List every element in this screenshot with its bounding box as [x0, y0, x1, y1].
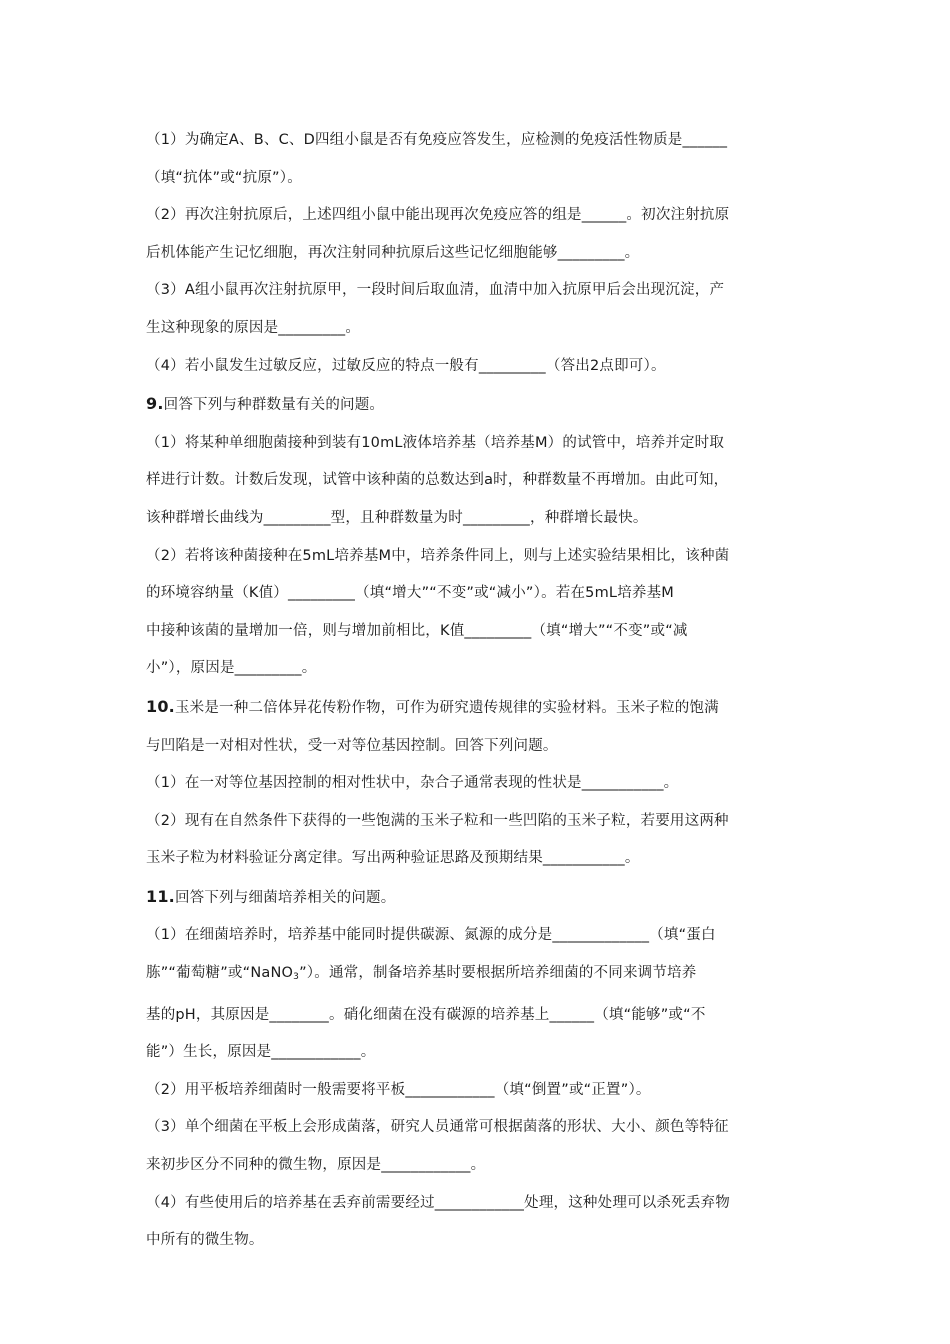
q11-line-2 — [146, 955, 810, 997]
q10-stem: 玉米是一种二倍体异花传粉作物，可作为研究遗传规律的实验材料。玉米子粒的饱满 — [174, 699, 719, 716]
q11-line-3: 基的pH，其原因是________。硝化细菌在没有碳源的培养基上______（填“能够”或“不 — [146, 1006, 706, 1023]
q8-line-4: 后机体能产生记忆细胞，再次注射同种抗原后这些记忆细胞能够_________。 — [146, 244, 640, 261]
q11-line-5: （2）用平板培养细菌时一般需要将平板____________（填“倒置”或“正置”）。 — [146, 1081, 651, 1098]
q8-line-5: （3）A组小鼠再次注射抗原甲，一段时间后取血清，血清中加入抗原甲后会出现沉淀，产 — [146, 282, 725, 299]
q9-stem: 回答下列与种群数量有关的问题。 — [163, 397, 385, 414]
q11-number: 11. — [146, 886, 175, 906]
q9-line-5: 的环境容纳量（K值）_________（填“增大”“不变”或“减小”）。若在5mL培养基M — [146, 585, 675, 602]
q9-line-2: 样进行计数。计数后发现，试管中该种菌的总数达到a时，种群数量不再增加。由此可知， — [146, 472, 729, 489]
q9-heading — [146, 385, 810, 425]
q9-line-7: 小”），原因是_________。 — [146, 660, 317, 677]
q8-line-7: （4）若小鼠发生过敏反应，过敏反应的特点一般有_________（答出2点即可）。 — [146, 357, 666, 374]
q11-heading — [146, 878, 810, 918]
q10-line-2: （1）在一对等位基因控制的相对性状中，杂合子通常表现的性状是___________。 — [146, 775, 679, 792]
q11-line-1: （1）在细菌培养时，培养基中能同时提供碳源、氮源的成分是_____________（填“蛋白 — [146, 927, 716, 944]
q10-heading — [146, 688, 810, 728]
q11-line-8: （4）有些使用后的培养基在丢弃前需要经过____________处理，这种处理可以杀死丢弃物 — [146, 1194, 730, 1211]
q9-line-6: 中接种该菌的量增加一倍，则与增加前相比，K值_________（填“增大”“不变”或“减 — [146, 622, 688, 639]
q11-line-2-pre: 胨”“葡萄糖”或“NaNO — [146, 965, 294, 982]
q8-line-3: （2）再次注射抗原后，上述四组小鼠中能出现再次免疫应答的组是______。初次注射抗原 — [146, 207, 730, 224]
document-content — [146, 122, 810, 1260]
q11-line-2-subscript: 3 — [293, 972, 300, 983]
q8-line-1: （1）为确定A、B、C、D四组小鼠是否有免疫应答发生，应检测的免疫活性物质是______ — [146, 132, 728, 148]
q10-line-1: 与凹陷是一对相对性状，受一对等位基因控制。回答下列问题。 — [146, 737, 558, 754]
q9-line-3: 该种群增长曲线为_________型，且种群数量为时_________，种群增长最快。 — [146, 509, 648, 526]
q9-line-1: （1）将某种单细胞菌接种到装有10mL液体培养基（培养基M）的试管中，培养并定时取 — [146, 434, 725, 451]
q11-line-7: 来初步区分不同种的微生物，原因是____________。 — [146, 1157, 486, 1174]
q10-line-3: （2）现有在自然条件下获得的一些饱满的玉米子粒和一些凹陷的玉米子粒，若要用这两种 — [146, 812, 729, 829]
q9-number: 9. — [146, 394, 164, 414]
q11-line-9: 中所有的微生物。 — [146, 1232, 264, 1249]
q10-line-4: 玉米子粒为材料验证分离定律。写出两种验证思路及预期结果___________。 — [146, 850, 640, 867]
q11-line-2-post: ”）。通常，制备培养基时要根据所培养细菌的不同来调节培养 — [299, 965, 697, 982]
q10-number: 10. — [146, 696, 175, 716]
q8-line-6: 生这种现象的原因是_________。 — [146, 319, 361, 336]
q11-stem: 回答下列与细菌培养相关的问题。 — [174, 889, 396, 906]
q9-line-4: （2）若将该种菌接种在5mL培养基M中，培养条件同上，则与上述实验结果相比，该种菌 — [146, 547, 730, 564]
q11-line-6: （3）单个细菌在平板上会形成菌落，研究人员通常可根据菌落的形状、大小、颜色等特征 — [146, 1119, 729, 1136]
q11-line-4: 能”）生长，原因是____________。 — [146, 1044, 376, 1061]
q8-line-2: （填“抗体”或“抗原”）。 — [146, 169, 302, 186]
